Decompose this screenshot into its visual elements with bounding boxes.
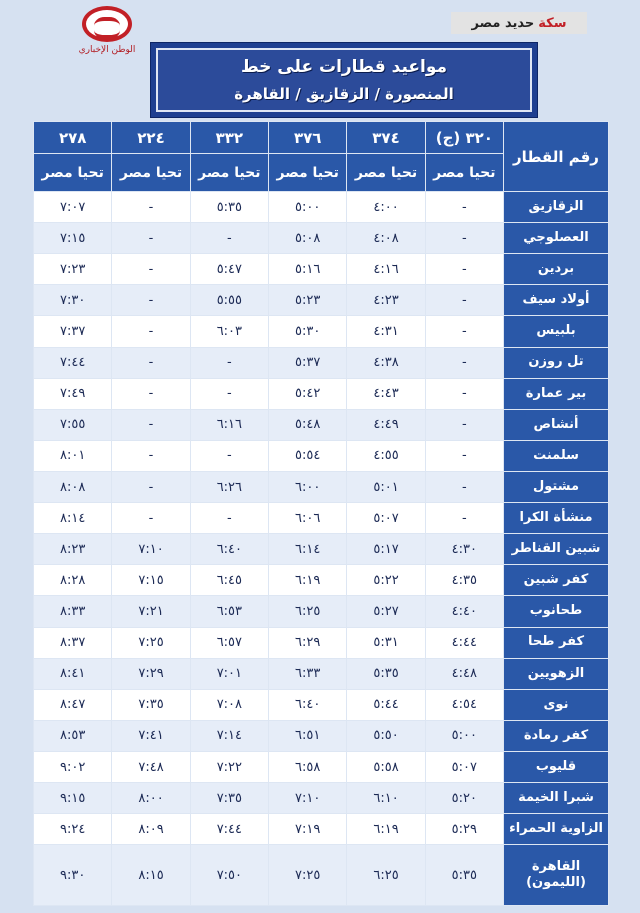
service-type-header: تحيا مصر [347, 154, 425, 192]
departure-time-cell: ٨:٣٧ [34, 627, 112, 658]
departure-time-cell: ٥:٥٠ [347, 720, 425, 751]
departure-time-cell: ٥:٠٨ [269, 223, 347, 254]
departure-time-cell: ٦:٢٥ [269, 596, 347, 627]
departure-time-cell: ٦:١٠ [347, 783, 425, 814]
departure-time-cell: - [112, 316, 190, 347]
departure-time-cell: ٦:٤٠ [190, 534, 268, 565]
departure-time-cell: - [190, 440, 268, 471]
departure-time-cell: ٦:١٩ [269, 565, 347, 596]
departure-time-cell: ٤:٤٠ [425, 596, 503, 627]
departure-time-cell: ٧:٤٨ [112, 751, 190, 782]
departure-time-cell: ٥:١٦ [269, 254, 347, 285]
departure-time-cell: ٥:٢٣ [269, 285, 347, 316]
table-row [34, 534, 609, 565]
departure-time-cell: ٥:٣٥ [190, 192, 268, 223]
departure-time-cell: - [190, 223, 268, 254]
departure-time-cell: - [112, 471, 190, 502]
departure-time-cell: - [425, 440, 503, 471]
departure-time-cell: - [112, 285, 190, 316]
table-row [34, 192, 609, 223]
departure-time-cell: ٥:٠٧ [425, 751, 503, 782]
table-row [34, 751, 609, 782]
departure-time-cell: - [425, 192, 503, 223]
departure-time-cell: ٤:٠٠ [347, 192, 425, 223]
table-row [34, 658, 609, 689]
brand-prefix: سكة [538, 15, 567, 31]
departure-time-cell: ٦:٥٨ [269, 751, 347, 782]
train-number-header: ٣٣٢ [190, 122, 268, 154]
station-name: سلمنت [504, 440, 609, 471]
departure-time-cell: ٧:٤٩ [34, 378, 112, 409]
brand-label [451, 12, 587, 34]
departure-time-cell: ٧:٤١ [112, 720, 190, 751]
departure-time-cell: ٦:٥٧ [190, 627, 268, 658]
departure-time-cell: ٦:٣٣ [269, 658, 347, 689]
departure-time-cell: ٦:٥١ [269, 720, 347, 751]
departure-time-cell: ٧:٣٥ [112, 689, 190, 720]
table-row [34, 503, 609, 534]
departure-time-cell: ٥:٢٧ [347, 596, 425, 627]
departure-time-cell: - [112, 223, 190, 254]
departure-time-cell: ٧:٣٠ [34, 285, 112, 316]
train-number-header: ٢٢٤ [112, 122, 190, 154]
title-frame [156, 48, 532, 112]
departure-time-cell: - [425, 471, 503, 502]
logo-emblem-icon [82, 6, 132, 42]
departure-time-cell: ٧:٤٤ [34, 347, 112, 378]
departure-time-cell: ٥:٤٢ [269, 378, 347, 409]
train-number-row [34, 122, 609, 154]
departure-time-cell: - [425, 316, 503, 347]
service-type-header: تحيا مصر [112, 154, 190, 192]
departure-time-cell: ٨:٥٣ [34, 720, 112, 751]
departure-time-cell: ٦:٥٣ [190, 596, 268, 627]
departure-time-cell: ٧:٤٤ [190, 814, 268, 845]
station-name: طحانوب [504, 596, 609, 627]
station-name: الزاوية الحمراء [504, 814, 609, 845]
station-name: أولاد سيف [504, 285, 609, 316]
departure-time-cell: ٤:٠٨ [347, 223, 425, 254]
table-row [34, 440, 609, 471]
station-name: القاهرة (الليمون) [504, 845, 609, 906]
departure-time-cell: ٥:٢٩ [425, 814, 503, 845]
departure-time-cell: ٥:٥٤ [269, 440, 347, 471]
departure-time-cell: - [190, 378, 268, 409]
table-row [34, 689, 609, 720]
table-row [34, 285, 609, 316]
departure-time-cell: - [425, 347, 503, 378]
departure-time-cell: ٨:٠١ [34, 440, 112, 471]
departure-time-cell: ٦:٤٥ [190, 565, 268, 596]
departure-time-cell: ٥:٢٠ [425, 783, 503, 814]
departure-time-cell: - [112, 254, 190, 285]
departure-time-cell: ٥:٤٨ [269, 409, 347, 440]
station-name: نوى [504, 689, 609, 720]
departure-time-cell: - [112, 409, 190, 440]
table-row [34, 254, 609, 285]
departure-time-cell: ٩:٣٠ [34, 845, 112, 906]
logo [72, 6, 142, 62]
departure-time-cell: - [425, 223, 503, 254]
station-name: كفر شبين [504, 565, 609, 596]
departure-time-cell: - [112, 378, 190, 409]
departure-time-cell: ٦:١٦ [190, 409, 268, 440]
departure-time-cell: - [425, 285, 503, 316]
departure-time-cell: ٤:٤٣ [347, 378, 425, 409]
departure-time-cell: ٥:٣٧ [269, 347, 347, 378]
departure-time-cell: ٧:١٥ [112, 565, 190, 596]
departure-time-cell: ٥:٠٠ [425, 720, 503, 751]
departure-time-cell: ٤:٤٩ [347, 409, 425, 440]
departure-time-cell: ٧:١٥ [34, 223, 112, 254]
departure-time-cell: ٩:٠٢ [34, 751, 112, 782]
departure-time-cell: ٨:١٥ [112, 845, 190, 906]
table-row [34, 316, 609, 347]
departure-time-cell: - [425, 503, 503, 534]
departure-time-cell: ٦:٠٠ [269, 471, 347, 502]
station-name: شبين القناطر [504, 534, 609, 565]
table-row [34, 814, 609, 845]
departure-time-cell: ٤:٣١ [347, 316, 425, 347]
service-type-header: تحيا مصر [34, 154, 112, 192]
departure-time-cell: ٦:٢٩ [269, 627, 347, 658]
departure-time-cell: ٤:٣٨ [347, 347, 425, 378]
station-name: منشأة الكرا [504, 503, 609, 534]
table-row [34, 845, 609, 906]
departure-time-cell: ٥:٣٠ [269, 316, 347, 347]
departure-time-cell: ٤:٣٠ [425, 534, 503, 565]
departure-time-cell: ٧:٢٩ [112, 658, 190, 689]
departure-time-cell: ٧:٣٥ [190, 783, 268, 814]
departure-time-cell: ٧:٠٨ [190, 689, 268, 720]
table-row [34, 596, 609, 627]
schedule-body [34, 192, 609, 906]
departure-time-cell: ٤:٤٤ [425, 627, 503, 658]
departure-time-cell: ٥:٣١ [347, 627, 425, 658]
departure-time-cell: ٦:١٩ [347, 814, 425, 845]
departure-time-cell: ٧:٢٥ [112, 627, 190, 658]
departure-time-cell: ٧:١٠ [112, 534, 190, 565]
departure-time-cell: ٧:٥٠ [190, 845, 268, 906]
departure-time-cell: ٦:٢٥ [347, 845, 425, 906]
departure-time-cell: ٥:٤٤ [347, 689, 425, 720]
departure-time-cell: ٨:٠٩ [112, 814, 190, 845]
departure-time-cell: ٥:٤٧ [190, 254, 268, 285]
schedule-table [33, 121, 609, 906]
brand-text: حديد مصر [471, 15, 535, 31]
station-name: بير عمارة [504, 378, 609, 409]
table-row [34, 471, 609, 502]
departure-time-cell: ٤:٥٤ [425, 689, 503, 720]
departure-time-cell: ٤:٣٥ [425, 565, 503, 596]
departure-time-cell: ٩:٢٤ [34, 814, 112, 845]
departure-time-cell: ٧:٢٣ [34, 254, 112, 285]
station-name: مشتول [504, 471, 609, 502]
service-type-header: تحيا مصر [190, 154, 268, 192]
service-type-header: تحيا مصر [425, 154, 503, 192]
train-number-header: ٣٧٤ [347, 122, 425, 154]
departure-time-cell: ٦:٤٠ [269, 689, 347, 720]
departure-time-cell: ٨:٢٣ [34, 534, 112, 565]
departure-time-cell: ٤:٤٨ [425, 658, 503, 689]
departure-time-cell: ٤:٥٥ [347, 440, 425, 471]
departure-time-cell: ٦:٠٦ [269, 503, 347, 534]
departure-time-cell: - [190, 347, 268, 378]
departure-time-cell: - [112, 503, 190, 534]
departure-time-cell: - [425, 378, 503, 409]
departure-time-cell: ٧:٢١ [112, 596, 190, 627]
departure-time-cell: ٨:٢٨ [34, 565, 112, 596]
station-name: العصلوجي [504, 223, 609, 254]
departure-time-cell: ٥:٥٥ [190, 285, 268, 316]
departure-time-cell: - [190, 503, 268, 534]
departure-time-cell: ٨:٠٠ [112, 783, 190, 814]
departure-time-cell: ٧:١٠ [269, 783, 347, 814]
departure-time-cell: ٩:١٥ [34, 783, 112, 814]
service-type-header: تحيا مصر [269, 154, 347, 192]
table-row [34, 565, 609, 596]
departure-time-cell: ٧:٢٥ [269, 845, 347, 906]
departure-time-cell: ٥:١٧ [347, 534, 425, 565]
table-row [34, 378, 609, 409]
departure-time-cell: ٧:٥٥ [34, 409, 112, 440]
departure-time-cell: - [425, 409, 503, 440]
title-banner [150, 42, 538, 118]
departure-time-cell: ٥:٠٠ [269, 192, 347, 223]
station-name: كفر طحا [504, 627, 609, 658]
station-column-header: رقم القطار [504, 122, 609, 192]
departure-time-cell: ٨:١٤ [34, 503, 112, 534]
train-number-header: ٣٧٦ [269, 122, 347, 154]
station-name: بلبيس [504, 316, 609, 347]
departure-time-cell: - [425, 254, 503, 285]
departure-time-cell: ٨:٠٨ [34, 471, 112, 502]
table-row [34, 409, 609, 440]
train-number-header: ٣٢٠ (ج) [425, 122, 503, 154]
departure-time-cell: ٧:١٤ [190, 720, 268, 751]
departure-time-cell: ٥:٥٨ [347, 751, 425, 782]
station-name: قليوب [504, 751, 609, 782]
departure-time-cell: ٨:٣٣ [34, 596, 112, 627]
departure-time-cell: ٨:٤١ [34, 658, 112, 689]
departure-time-cell: ٥:٢٢ [347, 565, 425, 596]
departure-time-cell: ٥:٣٥ [347, 658, 425, 689]
departure-time-cell: ٥:٣٥ [425, 845, 503, 906]
table-row [34, 347, 609, 378]
departure-time-cell: ٧:٣٧ [34, 316, 112, 347]
station-name: شبرا الخيمة [504, 783, 609, 814]
station-name: الزهويين [504, 658, 609, 689]
departure-time-cell: - [112, 440, 190, 471]
page-title: مواعيد قطارات على خط [240, 57, 448, 77]
departure-time-cell: ٥:٠١ [347, 471, 425, 502]
departure-time-cell: ٧:٠١ [190, 658, 268, 689]
departure-time-cell: ٦:١٤ [269, 534, 347, 565]
departure-time-cell: - [112, 192, 190, 223]
logo-caption: الوطن الإخباري [78, 45, 136, 55]
station-name: تل روزن [504, 347, 609, 378]
train-number-header: ٢٧٨ [34, 122, 112, 154]
departure-time-cell: ٥:٠٧ [347, 503, 425, 534]
departure-time-cell: - [112, 347, 190, 378]
departure-time-cell: ٦:٢٦ [190, 471, 268, 502]
route-subtitle: المنصورة / الزقازيق / القاهرة [234, 85, 454, 103]
departure-time-cell: ٨:٤٧ [34, 689, 112, 720]
station-name: أنشاص [504, 409, 609, 440]
departure-time-cell: ٧:١٩ [269, 814, 347, 845]
departure-time-cell: ٧:٠٧ [34, 192, 112, 223]
departure-time-cell: ٤:٢٣ [347, 285, 425, 316]
departure-time-cell: ٤:١٦ [347, 254, 425, 285]
station-name: بردين [504, 254, 609, 285]
departure-time-cell: ٧:٢٢ [190, 751, 268, 782]
table-row [34, 783, 609, 814]
table-row [34, 627, 609, 658]
station-name: الزقازيق [504, 192, 609, 223]
departure-time-cell: ٦:٠٣ [190, 316, 268, 347]
table-row [34, 223, 609, 254]
table-row [34, 720, 609, 751]
station-name: كفر رمادة [504, 720, 609, 751]
